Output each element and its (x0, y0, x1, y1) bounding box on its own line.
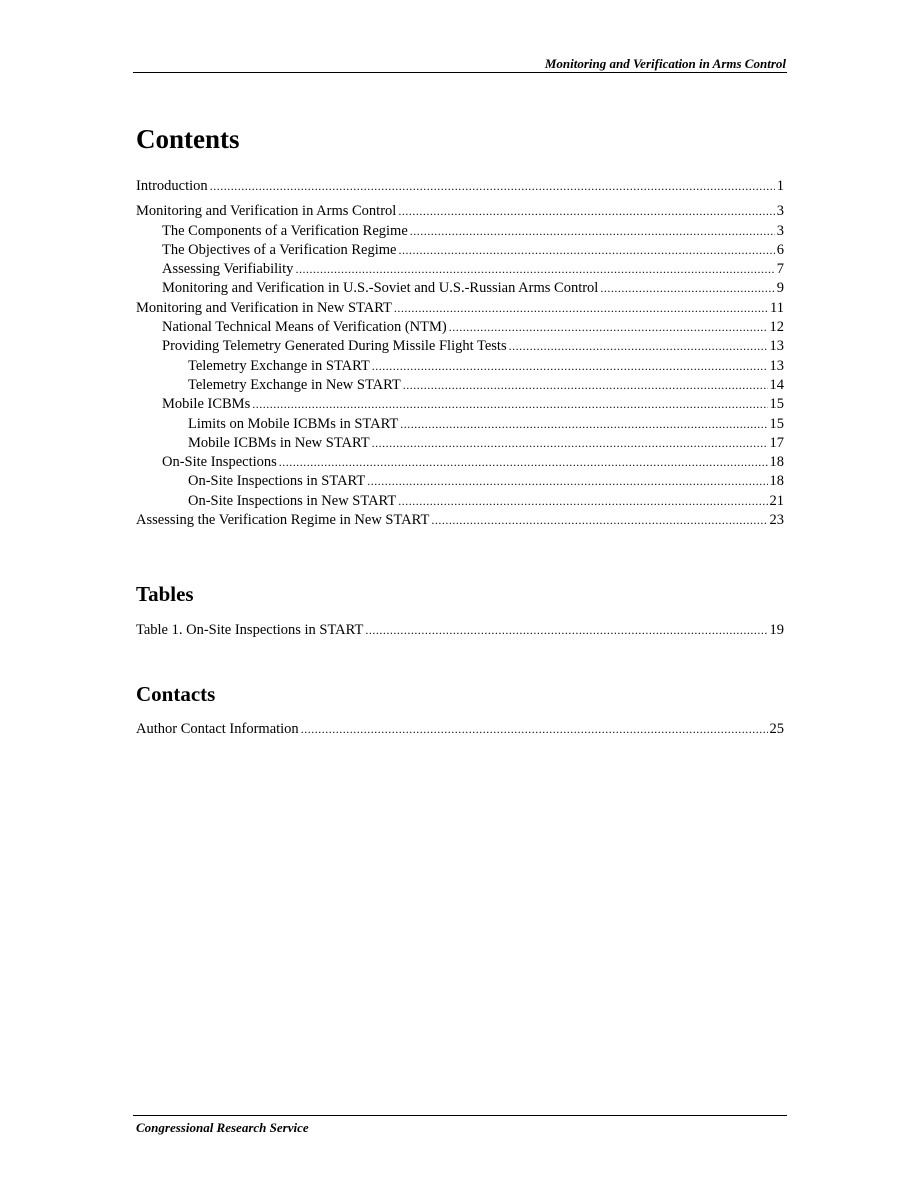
toc-entry-telemetry-start[interactable] (136, 357, 784, 376)
toc-entry-mobile-new-start[interactable] (136, 434, 784, 453)
footer-rule (133, 1115, 787, 1116)
toc-entry-title: Telemetry Exchange in New START (188, 376, 401, 393)
toc-entry-page: 6 (776, 241, 784, 258)
toc-entry-page: 9 (776, 280, 784, 297)
toc-entry-title: National Technical Means of Verification (NTM) (162, 319, 447, 336)
dot-leader (449, 318, 768, 337)
dot-leader (398, 202, 774, 221)
toc-entry-page: 13 (769, 338, 784, 355)
contents-heading: Contents (136, 124, 240, 154)
dot-leader (372, 357, 768, 376)
toc-entry-title: The Components of a Verification Regime (162, 222, 408, 239)
toc-entry-title: Telemetry Exchange in START (188, 357, 370, 374)
toc-entry-on-site[interactable] (136, 453, 784, 472)
toc-entry-title: Monitoring and Verification in New START (136, 299, 392, 316)
toc-entry-title: Monitoring and Verification in Arms Control (136, 203, 397, 220)
dot-leader (301, 720, 768, 739)
toc-entry-components-regime[interactable] (136, 222, 784, 241)
toc-entry-title: Assessing Verifiability (162, 261, 294, 278)
toc-entry-title: On-Site Inspections in New START (188, 492, 397, 509)
toc-entry-page: 11 (770, 299, 784, 316)
toc-entry-telemetry[interactable] (136, 337, 784, 356)
footer-text: Congressional Research Service (136, 1120, 309, 1135)
dot-leader (431, 511, 767, 530)
toc-entry-page: 17 (769, 434, 784, 451)
dot-leader (400, 415, 767, 434)
toc-entry-page: 7 (776, 261, 784, 278)
toc-entry-page: 23 (769, 512, 784, 529)
toc-entry-title: Limits on Mobile ICBMs in START (188, 415, 399, 432)
toc-entry-page: 1 (776, 178, 784, 194)
toc-entry-on-site-start[interactable] (136, 472, 784, 491)
dot-leader (279, 453, 768, 472)
running-head: Monitoring and Verification in Arms Control (544, 56, 786, 71)
dot-leader (509, 337, 768, 356)
dot-leader (295, 260, 774, 279)
dot-leader (398, 241, 774, 260)
toc-entry-ntm[interactable] (136, 318, 784, 337)
dot-leader (394, 299, 768, 318)
toc-entry-us-soviet-russian[interactable] (136, 279, 784, 298)
dot-leader (210, 177, 775, 196)
toc-entry-telemetry-new-start[interactable] (136, 376, 784, 395)
toc-entry-title: On-Site Inspections (162, 454, 277, 471)
header-rule (133, 72, 787, 73)
toc-entry-introduction[interactable] (136, 177, 784, 196)
dot-leader (410, 222, 775, 241)
toc-entry-title: Mobile ICBMs in New START (188, 434, 370, 451)
dot-leader (398, 492, 767, 511)
toc-entry-on-site-new-start[interactable] (136, 492, 784, 511)
table-of-contents (136, 177, 784, 530)
toc-entry-assessing-regime[interactable] (136, 511, 784, 530)
toc-entry-title: On-Site Inspections in START (188, 473, 366, 490)
toc-entry-page: 15 (769, 396, 784, 413)
toc-entry-title: Monitoring and Verification in U.S.-Soviet and U.S.-Russian Arms Control (162, 280, 599, 297)
dot-leader (252, 395, 767, 414)
list-of-contacts (136, 720, 784, 739)
dot-leader (372, 434, 768, 453)
toc-entry-page: 3 (776, 222, 784, 239)
toc-entry-page: 25 (769, 721, 784, 737)
toc-entry-page: 12 (769, 319, 784, 336)
toc-entry-mobile-icbms[interactable] (136, 395, 784, 414)
toc-entry-page: 18 (769, 473, 784, 490)
toc-entry-title: Assessing the Verification Regime in New START (136, 512, 430, 529)
toc-entry-page: 15 (769, 415, 784, 432)
toc-entry-limits-mobile-start[interactable] (136, 415, 784, 434)
toc-entry-page: 13 (769, 357, 784, 374)
toc-entry-page: 3 (776, 203, 784, 220)
toc-entry-title: Introduction (136, 178, 208, 194)
toc-entry-title: Providing Telemetry Generated During Missile Flight Tests (162, 338, 507, 355)
toc-entry-title: Mobile ICBMs (162, 396, 251, 413)
toc-entry-page: 19 (769, 622, 784, 638)
toc-entry-table-1[interactable] (136, 621, 784, 640)
toc-entry-title: The Objectives of a Verification Regime (162, 241, 397, 258)
toc-entry-title: Author Contact Information (136, 721, 299, 737)
toc-entry-author-contact[interactable] (136, 720, 784, 739)
toc-entry-assessing-verifiability[interactable] (136, 260, 784, 279)
list-of-tables (136, 621, 784, 640)
toc-entry-objectives-regime[interactable] (136, 241, 784, 260)
dot-leader (367, 472, 767, 491)
toc-entry-monitoring-arms-control[interactable] (136, 202, 784, 221)
tables-heading: Tables (136, 582, 194, 606)
toc-entry-page: 21 (769, 492, 784, 509)
dot-leader (365, 621, 767, 640)
toc-entry-page: 14 (769, 376, 784, 393)
dot-leader (403, 376, 768, 395)
dot-leader (600, 279, 774, 298)
toc-entry-title: Table 1. On-Site Inspections in START (136, 622, 364, 638)
toc-entry-page: 18 (769, 454, 784, 471)
contacts-heading: Contacts (136, 682, 216, 706)
toc-entry-new-start[interactable] (136, 299, 784, 318)
